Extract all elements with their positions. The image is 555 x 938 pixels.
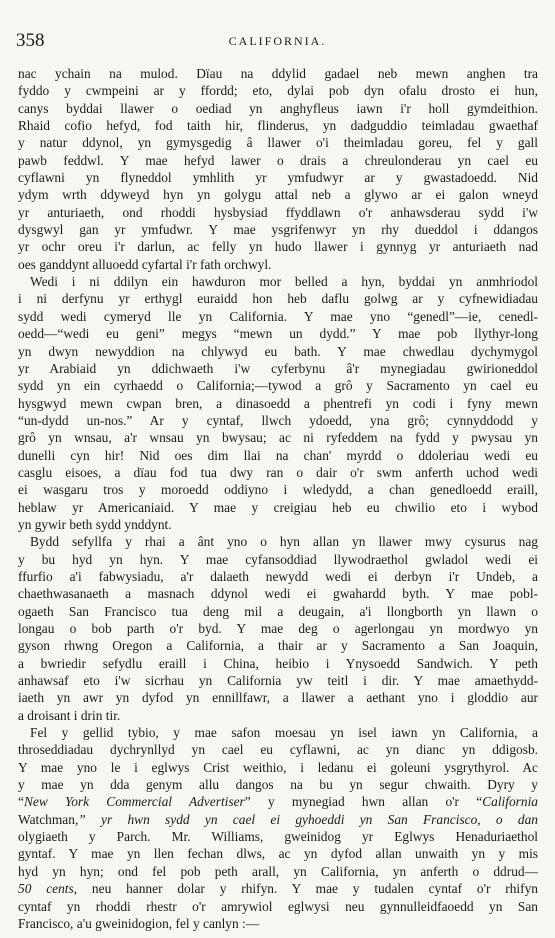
text-segment: yr Arabiaid yn ddichwaeth i'w cyferbynu â'r mynegiadau gwirioneddol [18, 360, 538, 376]
text-line [18, 481, 538, 498]
text-line [18, 412, 538, 429]
text-line [18, 221, 538, 238]
text-segment: longau o bob parth o'r byd. Y mae deg o agerlongau yn mordwyo yn [18, 621, 538, 636]
text-segment: olygiaeth y Parch. Mr. Williams, gweinidog yr Eglwys Henaduriaethol [18, 829, 538, 845]
text-line [18, 308, 538, 325]
text-segment: iaeth yn awr yn dyfod yn ennillfawr, a llawer a aethant yno i gloddio aur [18, 690, 538, 706]
text-segment: casglu eisoes, a dïau fod tua dwy ran o dair o'r swm anferth uchod wedi [18, 464, 538, 480]
text-line [18, 568, 538, 585]
text-line [18, 360, 538, 377]
text-line [18, 152, 538, 169]
text-line [18, 724, 538, 741]
text-segment: Watchman [18, 811, 75, 827]
text-segment: Y mae yno le i eglwys Crist weithio, i ledanu ei goleuni ysgrythyrol. Ac [18, 759, 538, 775]
text-line [18, 464, 538, 481]
body-text [18, 65, 538, 932]
text-line [18, 620, 538, 637]
text-segment: , neu hanner dolar y rhifyn. Y mae y tudalen cyntaf o'r rhifyn [73, 881, 538, 897]
text-line [18, 533, 538, 550]
text-line [18, 290, 538, 307]
text-segment: Rhaid cofio hefyd, fod taith hir, flinderus, yn dadguddio teimladau gwaethaf [18, 118, 538, 134]
text-segment: heblaw yr Americaniaid. Y mae y creigiau heb eu chwilio eto i wybod [18, 499, 538, 515]
text-segment: yr ochr oreu i'r darlun, ac felly yn hudo llawer i gynnyg yr anturiaeth nad [18, 239, 538, 255]
text-segment: yn gywir beth sydd ynddynt. [18, 516, 172, 532]
text-line [18, 551, 538, 568]
italic-text: 50 cents [18, 881, 74, 897]
text-line [18, 811, 538, 828]
text-line [18, 655, 538, 672]
text-segment: yn dwyn newyddion na chlywyd eu bath. Y mae chwedlau dychymygol [18, 343, 538, 359]
text-segment: oedd—“wedi eu geni” megys “mewn un dydd.” Y mae pob llythyr-long [18, 326, 538, 342]
text-line [18, 672, 538, 689]
text-segment: yr anturiaeth, ond rhoddi hysbysiad ffyddlawn o'r anhawsderau sydd i'w [18, 204, 538, 220]
text-segment: chaethwasanaeth a masnach ddynol wedi ei gwahardd byth. Y mae pobl- [18, 586, 538, 602]
text-line [18, 516, 538, 533]
text-segment: ei wasgaru tros y moroedd oddiyno i wledydd, a chan genedloedd eraill, [18, 482, 538, 498]
text-line [18, 238, 538, 255]
italic-text: California [482, 794, 538, 810]
text-line [18, 186, 538, 203]
page-header [0, 30, 555, 52]
text-line [18, 898, 538, 915]
text-line [18, 395, 538, 412]
paragraph [18, 65, 538, 273]
text-line [18, 828, 538, 845]
text-segment: ogaeth San Francisco tua deng mil a deugain, a'i llongborth yn llawn o [18, 603, 538, 619]
paragraph [18, 724, 538, 932]
text-segment: gyson rhwng Oregon a California, a thair ar y Sacramento a San Joaquin, [18, 638, 538, 654]
text-line [18, 273, 538, 290]
text-line [18, 880, 538, 897]
text-line [18, 204, 538, 221]
text-line [18, 134, 538, 151]
text-line [18, 377, 538, 394]
text-line [18, 117, 538, 134]
text-line [18, 637, 538, 654]
text-line [18, 169, 538, 186]
text-segment: dysgwyl gan yr ymfudwr. Y mae ysgrifenwyr yn rhy dueddol i ddangos [18, 222, 538, 238]
text-segment: a bwriedir sefydlu eraill i China, heibio i Ynysoedd Sandwich. Y peth [18, 655, 538, 671]
text-segment: fyddo y cwmpeini ar y ffordd; eto, dylai pob dyn ofalu drosto ei hun, [18, 83, 538, 99]
text-segment: cyntaf yn rhoddi rhestr o'r amrywiol eglwysi neu gynnulleidfaoedd yn San [18, 898, 538, 914]
text-segment: a droisant i drin tir. [18, 707, 121, 723]
text-line [18, 100, 538, 117]
text-line [18, 845, 538, 862]
text-segment: ffurfio a'i fabwysiadu, a'r dalaeth newydd wedi ei derbyn i'r Undeb, a [18, 568, 538, 584]
text-segment: anhawsaf eto i'w sicrhau yn California yw teitl i dir. Y mae amaethydd- [18, 673, 538, 689]
italic-text: New York Commercial Advertiser [23, 794, 245, 810]
text-segment: “ [18, 794, 24, 810]
text-segment: i ni derfynu yr erthygl euraidd hon heb daflu golwg ar y cyfnewidiadau [18, 291, 538, 307]
text-line [18, 863, 538, 880]
page-number: 358 [16, 30, 45, 51]
text-line [18, 776, 538, 793]
text-segment: nac ychain na mulod. Dïau na ddylid gadael neb mewn anghen tra [18, 66, 538, 81]
text-line [18, 499, 538, 516]
text-segment: canys byddai llawer o oediad yn anghyfleus iawn i'r holl gymdeithion. [18, 100, 538, 116]
text-segment: y natur ddynol, yn gymysgedig â llawer o'i theimladau goreu, fel y gall [18, 135, 538, 151]
text-segment: Francisco, a'u gweinidogion, fel y canlyn :— [18, 915, 260, 931]
text-segment: hysgwyd mewn cwpan bren, a dinasoedd a phentrefi yn codi i fyny mewn [18, 395, 538, 411]
text-segment: pawb feddwl. Y mae hefyd lawer o drais a chreulonderau yn cael eu [18, 152, 538, 168]
text-segment: sydd yn ein cyrhaedd o California;—tywod a grô y Sacramento yn cael eu [18, 378, 538, 394]
text-segment: gyntaf. Y mae yn llen fechan dlws, ac yn dyfod allan unwaith yn y mis [18, 846, 538, 862]
text-segment: “un-dydd un-nos.” Ar y cyntaf, llwch ydoedd, yna grô; cynnyddodd y [18, 412, 538, 428]
text-segment: sydd wedi cymeryd lle yn California. Y mae yno “genedl”—ie, cenedl- [18, 308, 538, 324]
text-line [18, 585, 538, 602]
text-line [18, 793, 538, 810]
text-segment: Fel y gellid tybio, y mae safon moesau yn isel iawn yn California, a [30, 725, 538, 741]
text-line [18, 915, 538, 932]
text-segment: Wedi i ni ddilyn ein hawduron mor belled a hyn, byddai yn anmhriodol [30, 274, 538, 290]
paragraph [18, 273, 538, 533]
text-line [18, 82, 538, 99]
text-line [18, 707, 538, 724]
text-segment: ydym wrth ddyweyd hyn yn golygu attal neb a glywo ar ei galon wneyd [18, 187, 538, 203]
text-line [18, 447, 538, 464]
text-line [18, 759, 538, 776]
italic-text: ,” yr hwn sydd yn cael ei gyhoeddi yn San Francisco, o dan [74, 811, 538, 827]
text-line [18, 65, 538, 82]
text-segment: dunelli cyn hir! Nid oes dim llai na chan' myrdd o ddoleriau wedi eu [18, 447, 538, 463]
text-line [18, 741, 538, 758]
text-line [18, 343, 538, 360]
running-head: CALIFORNIA. [228, 34, 327, 48]
paragraph [18, 533, 538, 724]
text-segment: throseddiadau dychrynllyd yn cael eu cyflawni, ac yn dianc yn ddigosb. [18, 742, 538, 758]
text-segment: y bu hyd yn hyn. Y mae cyfansoddiad llywodraethol gwladol wedi ei [18, 551, 538, 567]
text-segment: y mae yn dda genym allu dangos na bu yn segur chwaith. Dyry y [18, 777, 538, 793]
text-line [18, 689, 538, 706]
text-line [18, 603, 538, 620]
text-segment: oes ganddynt alluoedd cyfartal i'r fath orchwyl. [18, 256, 272, 272]
text-segment: ” y mynegiad hwn allan o'r “ [244, 794, 483, 810]
text-line [18, 325, 538, 342]
text-segment: cyflawni yn flyneddol ymhlith yr ymfudwyr ar y gwastadoedd. Nid [18, 170, 538, 186]
text-segment: Bydd sefyllfa y rhai a ânt yno o hyn allan yn llawer mwy cysurus nag [30, 534, 538, 550]
text-segment: hyd yn hyn; ond fel pob peth arall, yn California, yn anferth o ddrud— [18, 863, 538, 879]
text-line [18, 256, 538, 273]
text-segment: grô yn wnsau, a'r wnsau yn bwysau; ac ni ryfeddem na fydd y pwysau yn [18, 430, 538, 446]
text-line [18, 429, 538, 446]
